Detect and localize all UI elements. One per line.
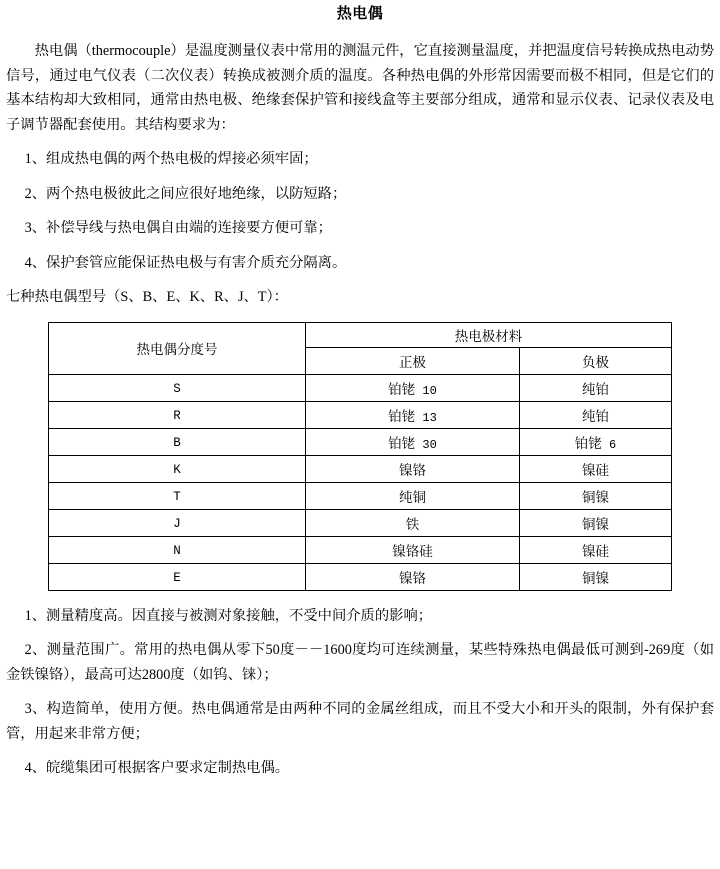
cell-code: K [49, 455, 306, 482]
table-lead-in-text: 七种热电偶型号（S、B、E、K、R、J、T）： [6, 289, 288, 305]
cell-code: J [49, 509, 306, 536]
table-row [49, 428, 672, 455]
page-title: 热电偶 [336, 6, 384, 22]
cell-code: E [49, 563, 306, 590]
cell-positive-material: 铁 [306, 509, 520, 536]
spacer [0, 687, 720, 697]
cell-negative-material: 铜镍 [520, 509, 672, 536]
cell-code: S [49, 374, 306, 401]
list-item: 3、补偿导线与热电偶自由端的连接要方便可靠； [24, 220, 332, 236]
spacer [0, 172, 720, 182]
cell-code: R [49, 401, 306, 428]
column-header-negative: 负极 [520, 347, 672, 374]
thermocouple-table-wrapper [0, 322, 720, 591]
cell-negative-material: 铜镍 [520, 482, 672, 509]
cell-negative-material: 镍硅 [520, 455, 672, 482]
list-item: 1、测量精度高。因直接与被测对象接触，不受中间介质的影响； [24, 607, 433, 624]
table-row [49, 536, 672, 563]
cell-code: B [49, 428, 306, 455]
spacer [0, 206, 720, 216]
cell-negative-material: 纯铂 [520, 401, 672, 428]
cell-code: N [49, 536, 306, 563]
cell-negative-material: 镍硅 [520, 536, 672, 563]
table-body [49, 374, 672, 590]
intro-paragraph: 热电偶（thermocouple）是温度测量仪表中常用的测温元件，它直接测量温度，并把温度信号转换成热电动势信号，通过电气仪表（二次仪表）转换成被测介质的温度。各种热电偶的外形常因需要而极不相同，但是它们的基本结构却大致相同，通常由热电极、绝缘套保护管和接线盒等主要部分组成，通常和显示仪表、记录仪表及电子调节器配套使用。其结构要求为： [6, 43, 714, 133]
column-header-code: 热电偶分度号 [49, 322, 306, 374]
cell-positive-material: 铂铑 10 [306, 374, 520, 401]
table-row [49, 563, 672, 590]
cell-positive-material: 铂铑 30 [306, 428, 520, 455]
cell-negative-material: 铂铑 6 [520, 428, 672, 455]
list-item: 1、组成热电偶的两个热电极的焊接必须牢固； [24, 151, 318, 167]
spacer-before-requirements [0, 137, 720, 147]
table-row [49, 401, 672, 428]
table-header-row [49, 322, 672, 347]
table-row [49, 374, 672, 401]
spacer [0, 628, 720, 638]
cell-negative-material: 铜镍 [520, 563, 672, 590]
table-row [49, 455, 672, 482]
column-header-positive: 正极 [306, 347, 520, 374]
list-item: 4、皖缆集团可根据客户要求定制热电偶。 [24, 760, 290, 776]
cell-positive-material: 镍铬硅 [306, 536, 520, 563]
spacer-after-title [0, 22, 720, 39]
list-item: 2、两个热电极彼此之间应很好地绝缘，以防短路； [24, 185, 347, 202]
thermocouple-table [48, 322, 672, 591]
cell-positive-material: 镍铬 [306, 455, 520, 482]
column-header-group: 热电极材料 [306, 322, 672, 347]
cell-positive-material: 镍铬 [306, 563, 520, 590]
table-row [49, 509, 672, 536]
table-row [49, 482, 672, 509]
list-item: 4、保护套管应能保证热电极与有害介质充分隔离。 [24, 254, 347, 271]
cell-negative-material: 纯铂 [520, 374, 672, 401]
list-item: 3、构造简单，使用方便。热电偶通常是由两种不同的金属丝组成，而且不受大小和开头的限制，外有保护套管，用起来非常方便； [6, 701, 714, 742]
document-page [0, 7, 720, 869]
cell-positive-material: 铂铑 13 [306, 401, 520, 428]
cell-positive-material: 纯铜 [306, 482, 520, 509]
spacer [0, 746, 720, 756]
cell-code: T [49, 482, 306, 509]
spacer [0, 241, 720, 251]
spacer-before-lead-in [0, 275, 720, 285]
list-item: 2、测量范围广。常用的热电偶从零下50度－－1600度均可连续测量，某些特殊热电偶最低可测到-269度（如金铁镍铬），最高可达2800度（如钨、铼）； [6, 642, 714, 683]
